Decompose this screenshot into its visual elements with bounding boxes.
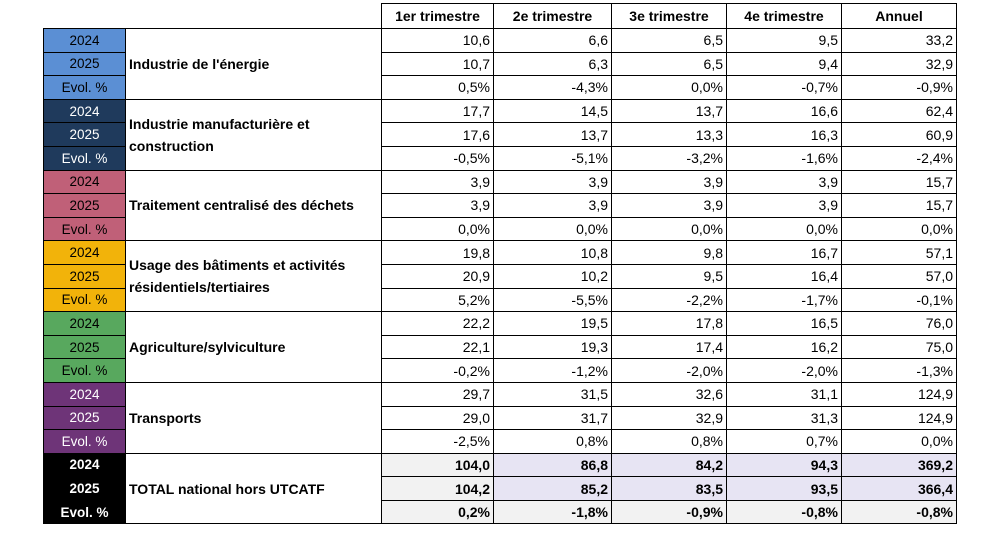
value-cell: 85,2: [494, 477, 612, 501]
row-label: 2025: [44, 335, 126, 359]
value-cell: 16,2: [727, 335, 842, 359]
value-cell: 76,0: [842, 312, 957, 336]
table-row: [44, 99, 957, 123]
value-cell: -5,1%: [494, 146, 612, 170]
value-cell: 17,6: [382, 123, 494, 147]
value-cell: -2,4%: [842, 146, 957, 170]
section-name: Transports: [126, 382, 382, 453]
value-cell: 31,3: [727, 406, 842, 430]
value-cell: 57,1: [842, 241, 957, 265]
value-cell: -1,8%: [494, 500, 612, 524]
value-cell: 29,7: [382, 382, 494, 406]
value-cell: 17,8: [612, 312, 727, 336]
value-cell: 104,0: [382, 453, 494, 477]
value-cell: 31,5: [494, 382, 612, 406]
value-cell: 31,7: [494, 406, 612, 430]
value-cell: 17,7: [382, 99, 494, 123]
value-cell: 32,9: [612, 406, 727, 430]
value-cell: 62,4: [842, 99, 957, 123]
row-label: 2024: [44, 241, 126, 265]
value-cell: 0,0%: [842, 430, 957, 454]
row-label: 2024: [44, 382, 126, 406]
section-name: Agriculture/sylviculture: [126, 312, 382, 383]
value-cell: 6,5: [612, 52, 727, 76]
value-cell: 3,9: [612, 194, 727, 218]
section-6: [44, 453, 957, 524]
header-row: [44, 4, 957, 29]
value-cell: -0,2%: [382, 359, 494, 383]
value-cell: 17,4: [612, 335, 727, 359]
value-cell: 3,9: [727, 170, 842, 194]
header-q3: 3e trimestre: [612, 4, 727, 29]
value-cell: 32,9: [842, 52, 957, 76]
value-cell: 0,0%: [612, 217, 727, 241]
row-label: Evol. %: [44, 76, 126, 100]
value-cell: 31,1: [727, 382, 842, 406]
value-cell: -2,0%: [612, 359, 727, 383]
table-row: [44, 382, 957, 406]
header-blank: [44, 4, 382, 29]
value-cell: 0,5%: [382, 76, 494, 100]
value-cell: 16,5: [727, 312, 842, 336]
value-cell: 3,9: [494, 194, 612, 218]
value-cell: -0,9%: [842, 76, 957, 100]
value-cell: -5,5%: [494, 288, 612, 312]
value-cell: 0,0%: [494, 217, 612, 241]
value-cell: 15,7: [842, 170, 957, 194]
value-cell: 369,2: [842, 453, 957, 477]
value-cell: 19,3: [494, 335, 612, 359]
section-4: [44, 312, 957, 383]
row-label: 2025: [44, 477, 126, 501]
value-cell: 5,2%: [382, 288, 494, 312]
row-label: 2025: [44, 264, 126, 288]
row-label: 2025: [44, 406, 126, 430]
value-cell: -1,7%: [727, 288, 842, 312]
value-cell: 366,4: [842, 477, 957, 501]
section-5: [44, 382, 957, 453]
table-row: [44, 29, 957, 53]
value-cell: 19,8: [382, 241, 494, 265]
section-name: Traitement centralisé des déchets: [126, 170, 382, 241]
emissions-table: [43, 3, 957, 524]
value-cell: 0,7%: [727, 430, 842, 454]
value-cell: 15,7: [842, 194, 957, 218]
table-row: [44, 312, 957, 336]
value-cell: 84,2: [612, 453, 727, 477]
row-label: Evol. %: [44, 430, 126, 454]
row-label: 2025: [44, 123, 126, 147]
value-cell: -0,1%: [842, 288, 957, 312]
value-cell: 6,5: [612, 29, 727, 53]
row-label: Evol. %: [44, 288, 126, 312]
value-cell: -4,3%: [494, 76, 612, 100]
value-cell: 10,2: [494, 264, 612, 288]
value-cell: 32,6: [612, 382, 727, 406]
value-cell: 10,8: [494, 241, 612, 265]
value-cell: 0,8%: [612, 430, 727, 454]
value-cell: 0,0%: [842, 217, 957, 241]
value-cell: 60,9: [842, 123, 957, 147]
value-cell: -2,5%: [382, 430, 494, 454]
value-cell: 29,0: [382, 406, 494, 430]
row-label: 2024: [44, 170, 126, 194]
header-q1: 1er trimestre: [382, 4, 494, 29]
value-cell: 33,2: [842, 29, 957, 53]
value-cell: -3,2%: [612, 146, 727, 170]
value-cell: 0,0%: [382, 217, 494, 241]
header-q2: 2e trimestre: [494, 4, 612, 29]
row-label: Evol. %: [44, 217, 126, 241]
value-cell: 13,7: [494, 123, 612, 147]
value-cell: 124,9: [842, 382, 957, 406]
value-cell: 3,9: [382, 194, 494, 218]
value-cell: -0,8%: [842, 500, 957, 524]
row-label: 2025: [44, 194, 126, 218]
value-cell: 14,5: [494, 99, 612, 123]
value-cell: 9,8: [612, 241, 727, 265]
value-cell: 22,2: [382, 312, 494, 336]
value-cell: 57,0: [842, 264, 957, 288]
value-cell: 83,5: [612, 477, 727, 501]
value-cell: 3,9: [382, 170, 494, 194]
value-cell: 0,2%: [382, 500, 494, 524]
value-cell: 124,9: [842, 406, 957, 430]
table-row: [44, 241, 957, 265]
value-cell: 9,5: [612, 264, 727, 288]
table-row: [44, 453, 957, 477]
header-q4: 4e trimestre: [727, 4, 842, 29]
row-label: 2024: [44, 453, 126, 477]
value-cell: 0,8%: [494, 430, 612, 454]
section-0: [44, 29, 957, 100]
section-name: TOTAL national hors UTCATF: [126, 453, 382, 524]
row-label: 2024: [44, 312, 126, 336]
value-cell: 13,3: [612, 123, 727, 147]
value-cell: 0,0%: [612, 76, 727, 100]
row-label: 2024: [44, 29, 126, 53]
value-cell: -2,2%: [612, 288, 727, 312]
value-cell: 94,3: [727, 453, 842, 477]
row-label: Evol. %: [44, 146, 126, 170]
value-cell: 10,7: [382, 52, 494, 76]
section-1: [44, 99, 957, 170]
value-cell: 3,9: [612, 170, 727, 194]
value-cell: 19,5: [494, 312, 612, 336]
row-label: Evol. %: [44, 359, 126, 383]
value-cell: 75,0: [842, 335, 957, 359]
value-cell: -2,0%: [727, 359, 842, 383]
value-cell: 6,6: [494, 29, 612, 53]
section-name: Industrie manufacturière et construction: [126, 99, 382, 170]
value-cell: 93,5: [727, 477, 842, 501]
value-cell: 16,7: [727, 241, 842, 265]
value-cell: 13,7: [612, 99, 727, 123]
value-cell: 9,5: [727, 29, 842, 53]
value-cell: 3,9: [727, 194, 842, 218]
value-cell: 6,3: [494, 52, 612, 76]
row-label: 2024: [44, 99, 126, 123]
table-row: [44, 170, 957, 194]
header-annual: Annuel: [842, 4, 957, 29]
section-name: Usage des bâtiments et activités résidentiels/tertiaires: [126, 241, 382, 312]
value-cell: -0,5%: [382, 146, 494, 170]
value-cell: 10,6: [382, 29, 494, 53]
value-cell: 16,4: [727, 264, 842, 288]
value-cell: -1,2%: [494, 359, 612, 383]
value-cell: 86,8: [494, 453, 612, 477]
row-label: 2025: [44, 52, 126, 76]
value-cell: 20,9: [382, 264, 494, 288]
row-label: Evol. %: [44, 500, 126, 524]
value-cell: 9,4: [727, 52, 842, 76]
section-2: [44, 170, 957, 241]
value-cell: 16,3: [727, 123, 842, 147]
section-3: [44, 241, 957, 312]
section-name: Industrie de l'énergie: [126, 29, 382, 100]
value-cell: 16,6: [727, 99, 842, 123]
value-cell: -0,7%: [727, 76, 842, 100]
value-cell: 22,1: [382, 335, 494, 359]
value-cell: 104,2: [382, 477, 494, 501]
value-cell: -1,3%: [842, 359, 957, 383]
value-cell: -0,9%: [612, 500, 727, 524]
value-cell: -1,6%: [727, 146, 842, 170]
value-cell: -0,8%: [727, 500, 842, 524]
value-cell: 3,9: [494, 170, 612, 194]
value-cell: 0,0%: [727, 217, 842, 241]
